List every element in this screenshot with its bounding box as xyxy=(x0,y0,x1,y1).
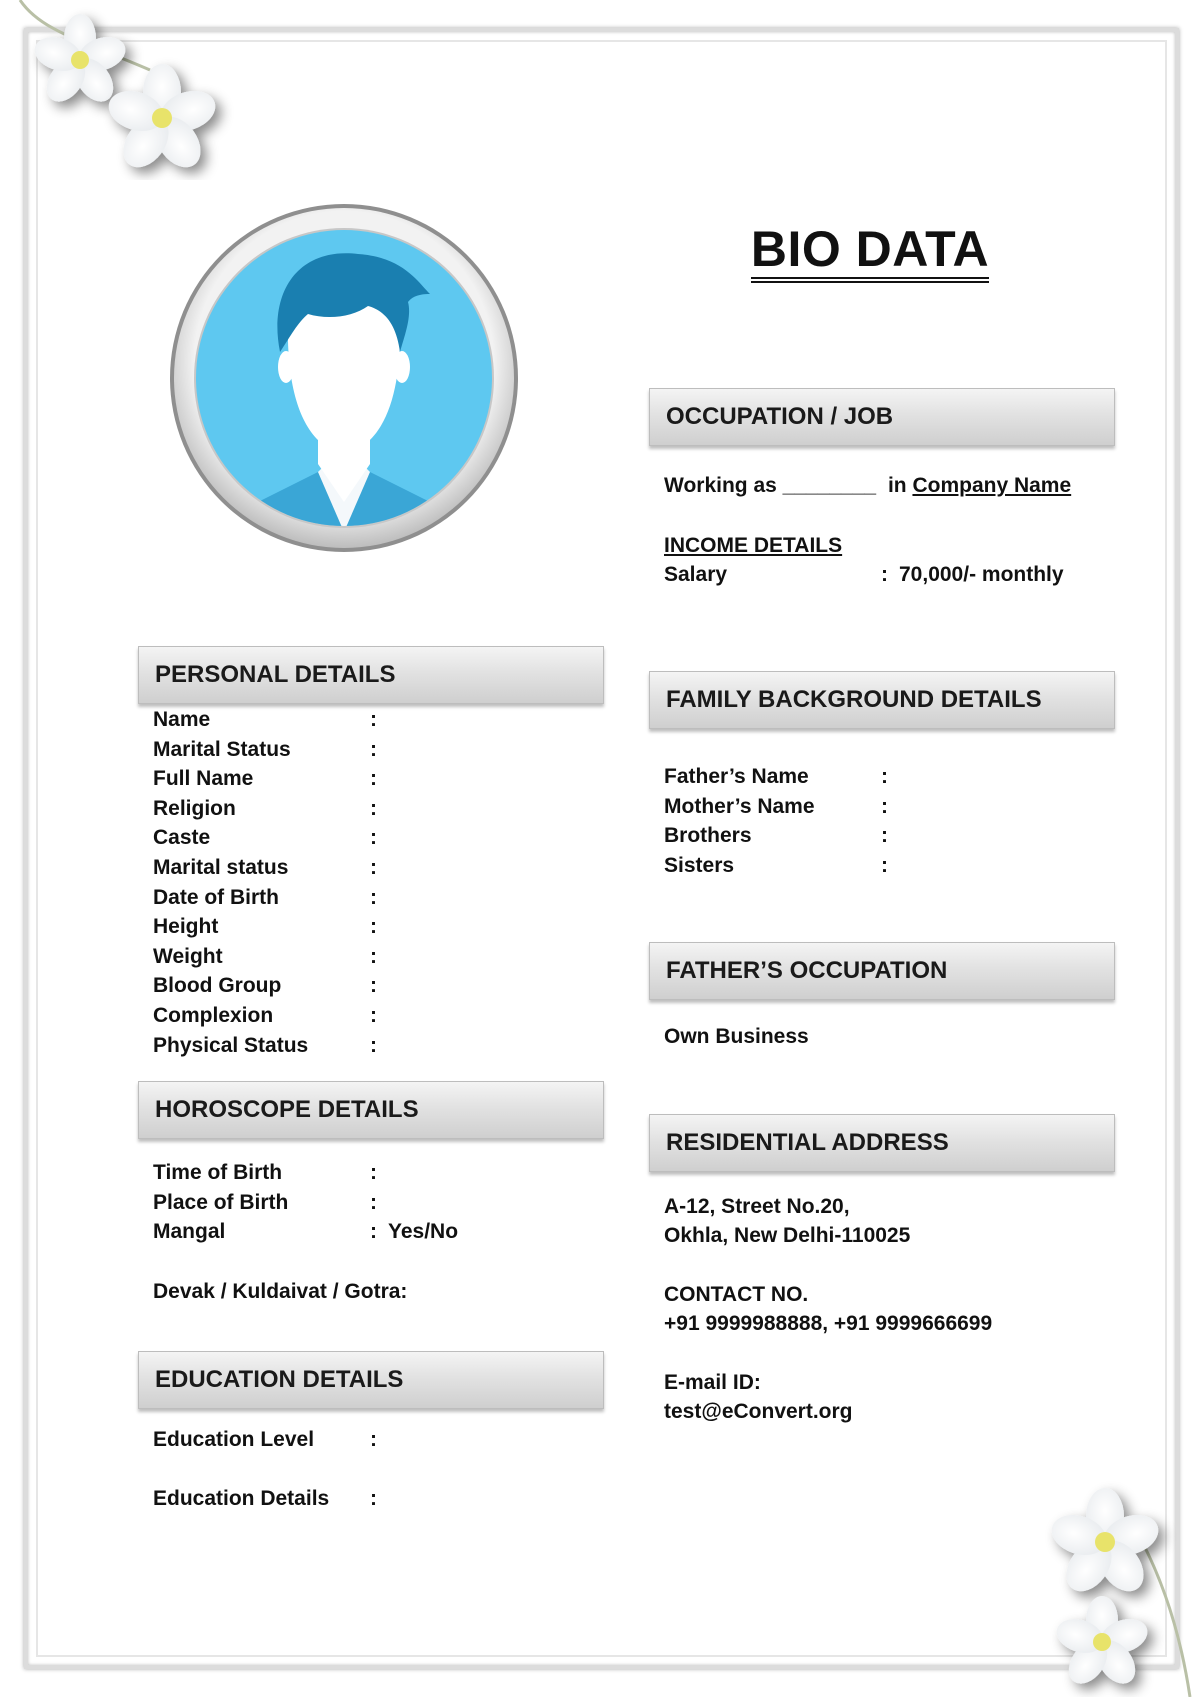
field-colon: : xyxy=(370,767,377,791)
field-label: Education Details xyxy=(153,1487,330,1510)
field-label: Date of Birth xyxy=(153,885,279,909)
field-label: Caste xyxy=(153,826,211,850)
field-colon: : xyxy=(881,824,888,847)
field-label: Sisters xyxy=(664,853,735,877)
flower-icon xyxy=(1010,1480,1200,1697)
salary-label: Salary xyxy=(664,563,728,586)
field-label: Education Level xyxy=(153,1428,315,1451)
company-name: Company Name xyxy=(912,474,1072,497)
field-label: Brothers xyxy=(664,824,752,847)
field-label: Mother’s Name xyxy=(664,794,815,818)
field-colon: : xyxy=(370,885,377,909)
field-colon: : xyxy=(370,708,377,731)
personal-heading: PERSONAL DETAILS xyxy=(138,646,604,704)
field-colon: : xyxy=(370,1004,377,1027)
father-occupation-value: Own Business xyxy=(664,1025,809,1048)
field-colon: : xyxy=(881,765,888,788)
address-line-2: Okhla, New Delhi-110025 xyxy=(664,1224,911,1247)
email-value[interactable]: test@eConvert.org xyxy=(664,1400,853,1423)
field-label: Physical Status xyxy=(153,1033,309,1057)
field-label: Religion xyxy=(153,796,236,820)
field-label: Full Name xyxy=(153,767,254,791)
working-as-line xyxy=(664,474,1071,498)
field-label: Marital Status xyxy=(153,737,291,761)
contact-label: CONTACT NO. xyxy=(664,1283,809,1306)
field-colon: : xyxy=(881,794,888,818)
field-colon: : xyxy=(881,853,888,877)
field-label: Blood Group xyxy=(153,974,282,998)
field-colon: : xyxy=(370,1428,377,1451)
field-value: Yes/No xyxy=(388,1220,459,1243)
income-heading: INCOME DETAILS xyxy=(664,534,843,557)
field-colon: : xyxy=(370,974,377,998)
field-colon: : xyxy=(370,1220,377,1243)
education-heading: EDUCATION DETAILS xyxy=(138,1351,604,1409)
family-heading: FAMILY BACKGROUND DETAILS xyxy=(649,671,1115,729)
field-colon: : xyxy=(370,1161,377,1184)
field-colon: : xyxy=(370,915,377,939)
field-label: Time of Birth xyxy=(153,1161,283,1184)
occupation-heading: OCCUPATION / JOB xyxy=(649,388,1115,446)
salary-colon: : xyxy=(881,563,888,586)
contact-value: +91 9999988888, +91 9999666699 xyxy=(664,1312,993,1335)
field-label: Father’s Name xyxy=(664,765,809,788)
field-label: Place of Birth xyxy=(153,1190,289,1214)
field-colon: : xyxy=(370,944,377,968)
page-title: BIO DATA xyxy=(640,220,1100,278)
field-label: Name xyxy=(153,708,211,731)
field-colon: : xyxy=(370,826,377,850)
field-colon: : xyxy=(370,1033,377,1057)
in-label: in xyxy=(887,474,907,497)
field-colon: : xyxy=(370,1487,377,1510)
field-label: Marital status xyxy=(153,856,289,879)
field-colon: : xyxy=(370,737,377,761)
salary-value: 70,000/- monthly xyxy=(899,563,1064,586)
gotra-label: Devak / Kuldaivat / Gotra: xyxy=(153,1280,408,1303)
avatar-icon[interactable] xyxy=(168,202,520,554)
field-colon: : xyxy=(370,1190,377,1214)
field-label: Weight xyxy=(153,944,223,968)
address-line-1: A-12, Street No.20, xyxy=(664,1195,850,1218)
father-occupation-heading: FATHER’S OCCUPATION xyxy=(649,942,1115,1000)
address-heading: RESIDENTIAL ADDRESS xyxy=(649,1114,1115,1172)
working-as-blank: ________ xyxy=(782,474,877,497)
email-label: E-mail ID: xyxy=(664,1371,761,1394)
field-colon: : xyxy=(370,856,377,879)
field-colon: : xyxy=(370,796,377,820)
flower-icon xyxy=(0,0,240,180)
horoscope-heading: HOROSCOPE DETAILS xyxy=(138,1081,604,1139)
working-as-label: Working as xyxy=(664,474,777,497)
field-label: Complexion xyxy=(153,1004,274,1027)
field-label: Height xyxy=(153,915,219,939)
field-label: Mangal xyxy=(153,1220,226,1243)
